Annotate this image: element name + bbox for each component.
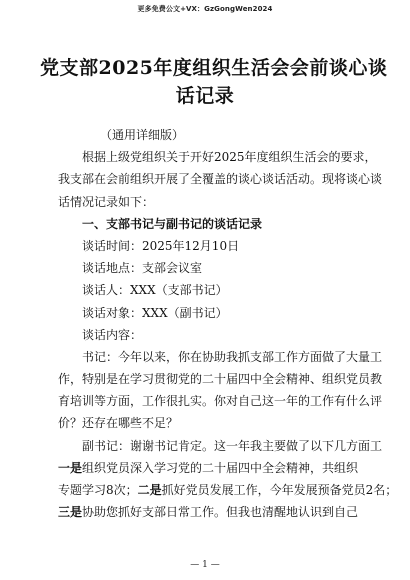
secretary-line-1: 书记：今年以来，你在协助我抓支部工作方面做了大量工 (82, 349, 383, 364)
title-line-2: 话记录 (175, 85, 235, 107)
talkee: 谈话对象：XXX（副书记） (82, 305, 228, 320)
secretary-line-4: 价？还存在哪些不足？ (58, 416, 179, 431)
talk-place: 谈话地点：支部会议室 (82, 261, 203, 276)
deputy-item-2-mark: 二是 (137, 483, 162, 497)
intro-line-2: 我支部在会前组织开展了全覆盖的谈心谈话活动。现将谈心谈 (58, 172, 383, 187)
document-title (40, 56, 388, 112)
title-line-1: 党支部2025年度组织生活会会前谈心谈 (40, 57, 388, 79)
deputy-item-1-cont-text: 专题学习8次； (58, 483, 138, 497)
deputy-line-1: 副书记：谢谢书记肯定。这一年我主要做了以下几方面工 (82, 438, 383, 453)
intro-line-1: 根据上级党组织关于开好2025年度组织生活会的要求， (82, 150, 377, 165)
section-heading (58, 213, 354, 235)
talker: 谈话人：XXX（支部书记） (82, 283, 228, 298)
document-body (58, 124, 398, 523)
talk-time: 谈话时间：2025年12月10日 (82, 238, 240, 253)
deputy-item-1-text: 组织党员深入学习党的二十届四中全会精神，共组织 (82, 460, 359, 475)
top-banner: 更多免费公文+VX：GzGongWen2024 (137, 5, 273, 13)
subtitle: （通用详细版） (100, 128, 185, 142)
section-heading-text: 一、支部书记与副书记的谈话记录 (82, 216, 263, 231)
deputy-item-1-mark: 一是 (58, 460, 83, 475)
deputy-item-1 (58, 457, 359, 479)
deputy-item-3 (58, 501, 359, 523)
intro-line-3: 话情况记录如下： (58, 194, 155, 209)
deputy-item-2-text: 抓好党员发展工作，今年发展预备党员2名； (161, 483, 398, 497)
deputy-item-1-cont (58, 479, 398, 501)
page-number: — 1 — (190, 560, 220, 570)
secretary-line-2: 作，特别是在学习贯彻党的二十届四中全会精神、组织党员教 (58, 372, 383, 387)
secretary-line-3: 育培训等方面，工作很扎实。你对自己这一年的工作有什么评 (58, 394, 383, 409)
deputy-item-3-mark: 三是 (58, 505, 83, 520)
deputy-item-3-text: 协助您抓好支部日常工作。但我也清醒地认识到自己 (82, 505, 359, 520)
talk-content-label: 谈话内容： (82, 327, 143, 342)
